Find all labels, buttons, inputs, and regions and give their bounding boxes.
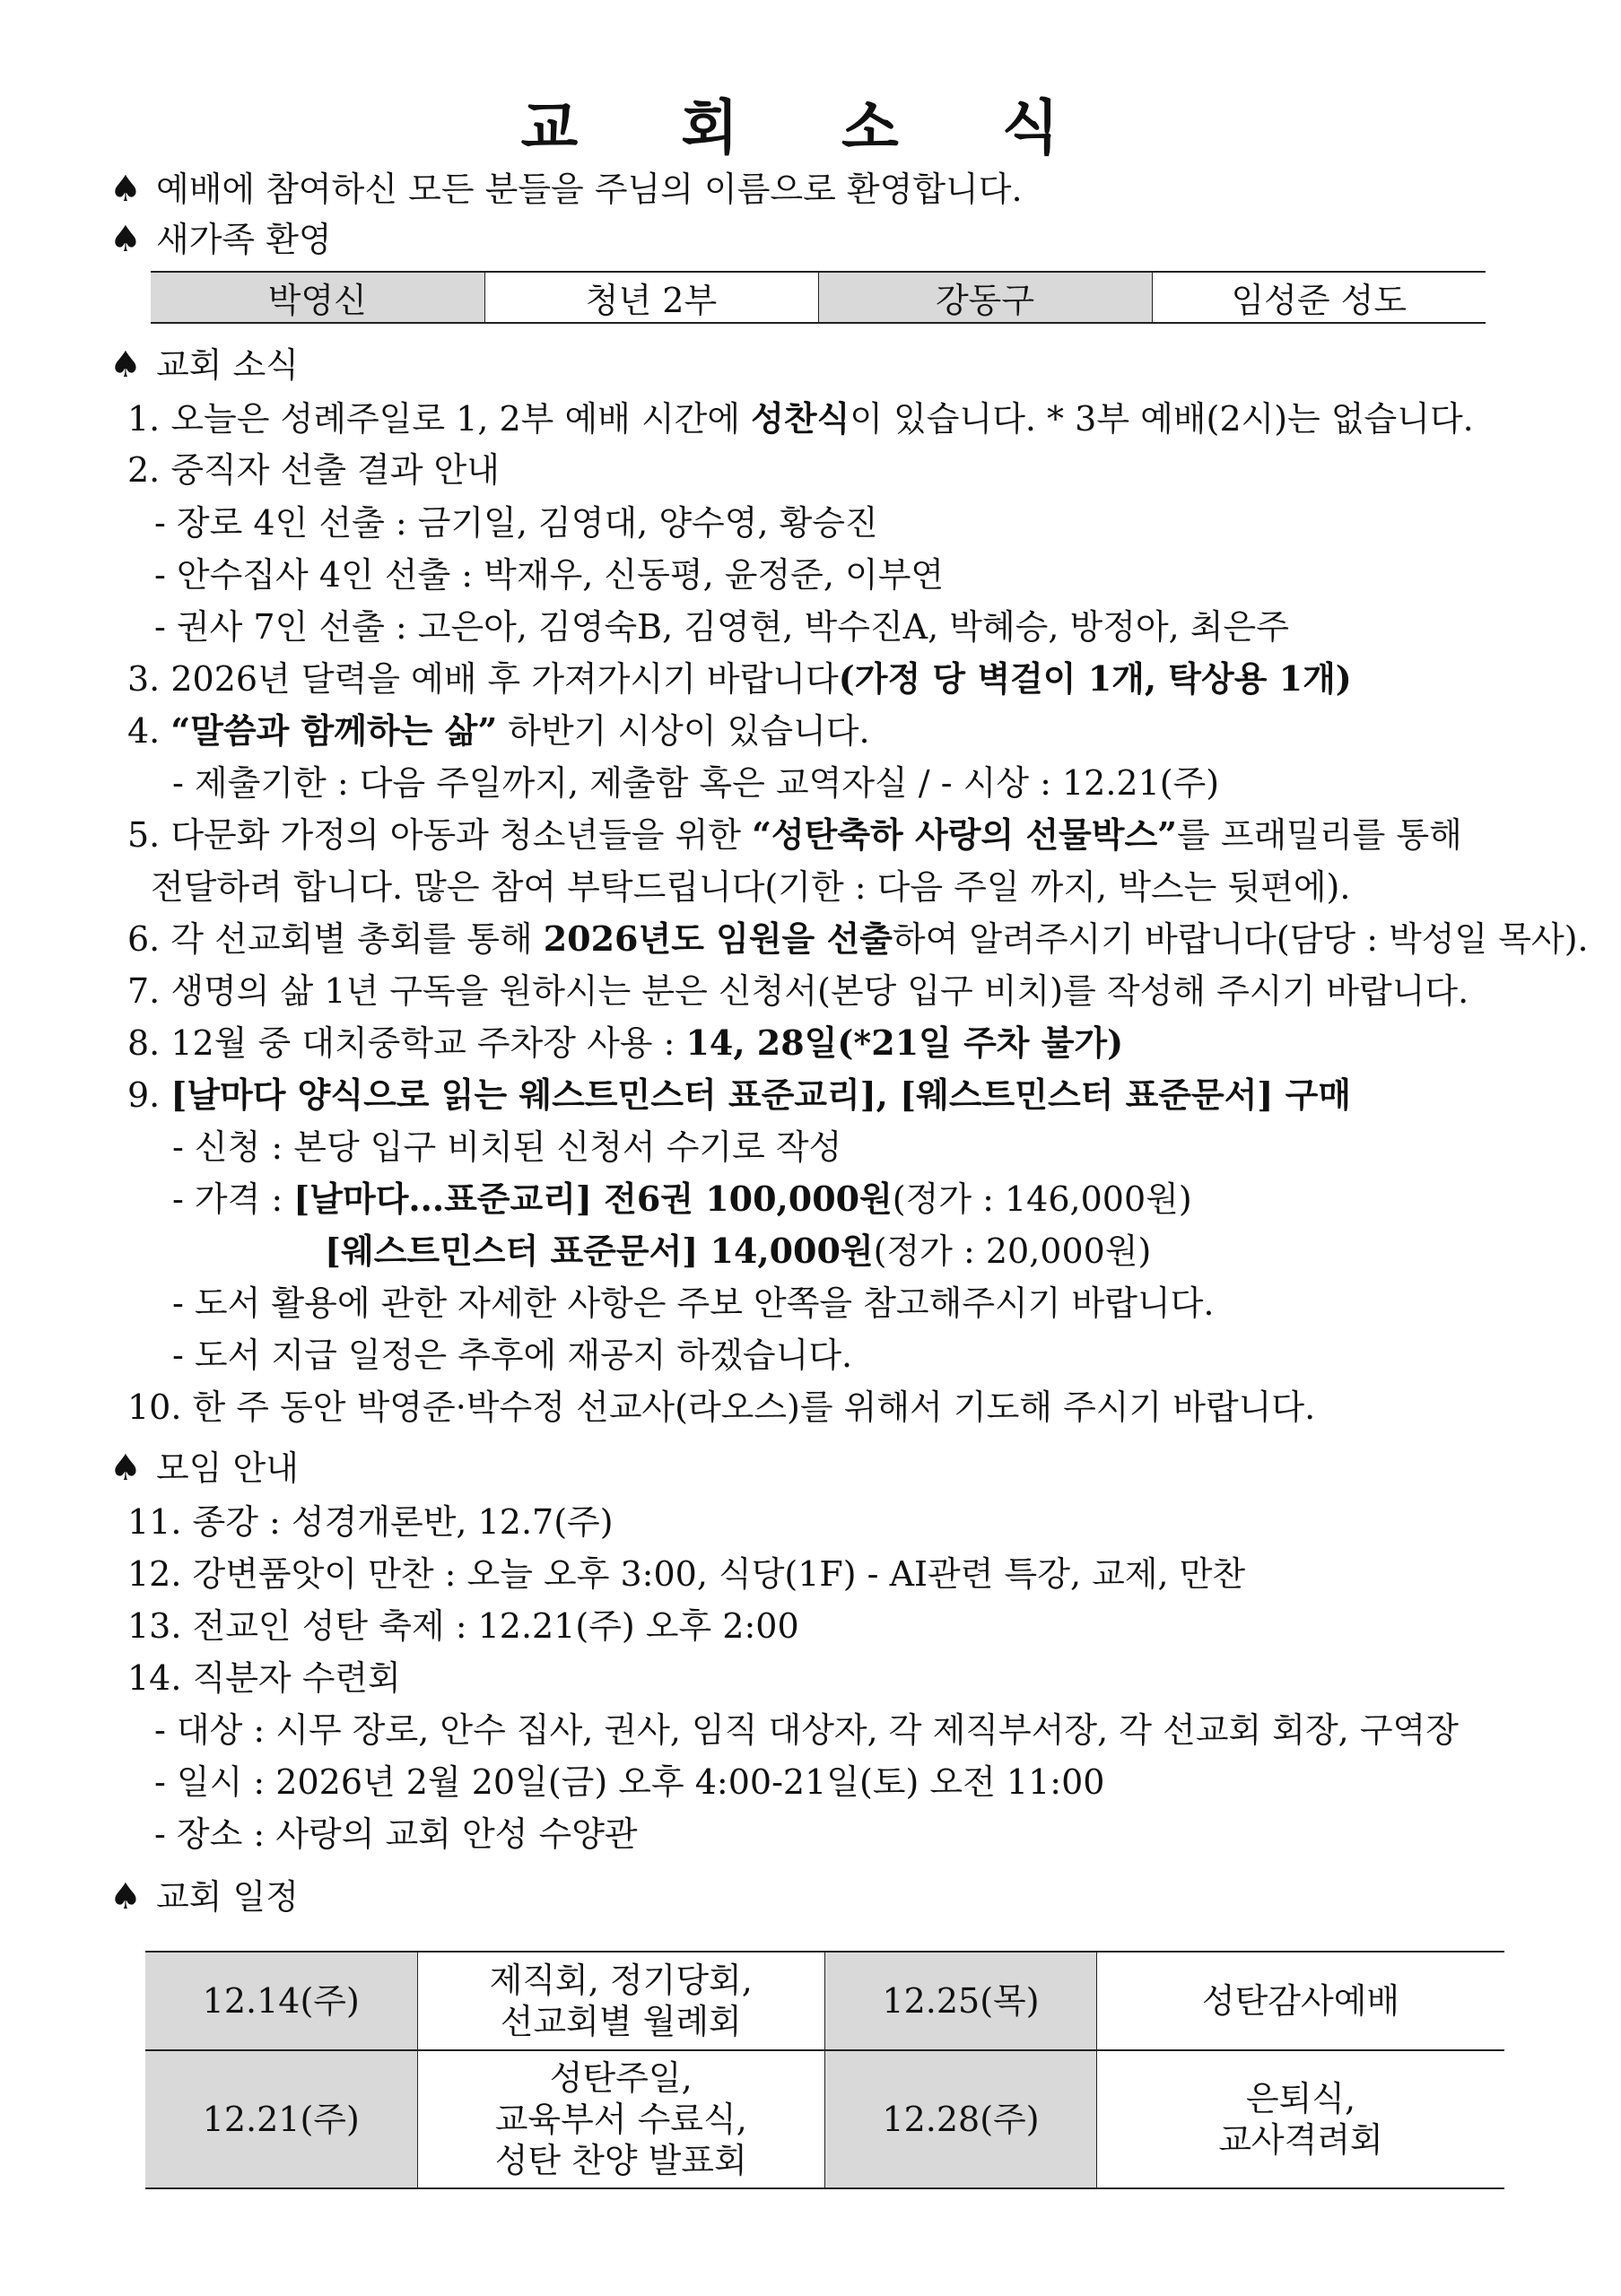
news-item-6: 6. 각 선교회별 총회를 통해 2026년도 임원을 선출하여 알려주시기 바랍니다(담당 : 박성일 목사). xyxy=(127,918,1589,959)
meeting-item-14-sub: - 대상 : 시무 장로, 안수 집사, 권사, 임직 대상자, 각 제직부서장, 각 선교회 회장, 구역장 xyxy=(154,1710,1459,1750)
intro-text: 예배에 참여하신 모든 분들을 주님의 이름으로 환영합니다. xyxy=(156,170,1023,209)
news-item-9-sub: - 신청 : 본당 입구 비치된 신청서 수기로 작성 xyxy=(172,1127,842,1167)
table-cell: 강동구 xyxy=(818,272,1152,323)
spade-icon: ♠ xyxy=(109,1448,142,1489)
table-cell: 임성준 성도 xyxy=(1152,272,1486,323)
schedule-event: 성탄감사예배 xyxy=(1097,1952,1505,2050)
news-item-10: 10. 한 주 동안 박영준·박수정 선교사(라오스)를 위해서 기도해 주시기 바랍니다. xyxy=(127,1387,1316,1427)
schedule-table xyxy=(145,1951,1504,2189)
meeting-item-11: 11. 종강 : 성경개론반, 12.7(주) xyxy=(127,1502,614,1542)
spade-icon: ♠ xyxy=(109,344,142,386)
schedule-date: 12.21(주) xyxy=(145,2050,417,2188)
news-item-9-price: - 가격 : [날마다...표준교리] 전6권 100,000원(정가 : 146,000원) xyxy=(172,1178,1192,1219)
news-item-2-sub: - 권사 7인 선출 : 고은아, 김영숙B, 김영현, 박수진A, 박혜승, 방정아, 최은주 xyxy=(154,607,1289,647)
schedule-date: 12.25(목) xyxy=(825,1952,1097,2050)
intro-line xyxy=(109,165,1023,213)
section-schedule-heading: ♠ 교회 일정 xyxy=(109,1873,299,1921)
news-item-2-sub: - 안수집사 4인 선출 : 박재우, 신동평, 윤정준, 이부연 xyxy=(154,555,945,595)
news-item-8: 8. 12월 중 대치중학교 주차장 사용 : 14, 28일(*21일 주차 불가) xyxy=(127,1022,1124,1063)
news-item-4: 4. “말씀과 함께하는 삶” 하반기 시상이 있습니다. xyxy=(127,710,870,751)
meeting-item-12: 12. 강변품앗이 만찬 : 오늘 오후 3:00, 식당(1F) - AI관련 특강, 교제, 만찬 xyxy=(127,1554,1246,1594)
spade-icon: ♠ xyxy=(109,1876,142,1918)
news-item-2-sub: - 장로 4인 선출 : 금기일, 김영대, 양수영, 황승진 xyxy=(154,503,878,543)
table-row xyxy=(145,1952,1504,2050)
schedule-event: 은퇴식, 교사격려회 xyxy=(1097,2050,1505,2188)
news-item-9-price: [웨스트민스터 표준문서] 14,000원(정가 : 20,000원) xyxy=(325,1231,1152,1271)
spade-icon: ♠ xyxy=(109,169,142,210)
news-item-5-cont: 전달하려 합니다. 많은 참여 부탁드립니다(기한 : 다음 주일 까지, 박스는 뒷편에). xyxy=(151,867,1351,907)
meeting-item-14: 14. 직분자 수련회 xyxy=(127,1658,401,1698)
schedule-date: 12.28(주) xyxy=(825,2050,1097,2188)
page-title: 교 회 소 식 xyxy=(520,93,1101,162)
news-item-2: 2. 중직자 선출 결과 안내 xyxy=(127,450,500,490)
meeting-item-14-sub: - 장소 : 사랑의 교회 안성 수양관 xyxy=(154,1814,638,1854)
news-item-9-sub: - 도서 지급 일정은 추후에 재공지 하겠습니다. xyxy=(172,1335,853,1375)
schedule-event: 제직회, 정기당회, 선교회별 월례회 xyxy=(417,1952,825,2050)
meeting-item-13: 13. 전교인 성탄 축제 : 12.21(주) 오후 2:00 xyxy=(127,1606,799,1646)
table-row xyxy=(151,272,1486,323)
meeting-item-14-sub: - 일시 : 2026년 2월 20일(금) 오후 4:00-21일(토) 오전 11:00 xyxy=(154,1762,1105,1802)
table-row xyxy=(145,2050,1504,2188)
table-cell: 박영신 xyxy=(151,272,484,323)
section-welcome-heading: ♠ 새가족 환영 xyxy=(109,215,332,264)
section-meetings-heading: ♠ 모임 안내 xyxy=(109,1444,299,1492)
new-family-table xyxy=(151,271,1486,324)
news-item-7: 7. 생명의 삶 1년 구독을 원하시는 분은 신청서(본당 입구 비치)를 작성해 주시기 바랍니다. xyxy=(127,971,1469,1011)
news-item-1: 1. 오늘은 성례주일로 1, 2부 예배 시간에 성찬식이 있습니다. * 3부 예배(2시)는 없습니다. xyxy=(127,398,1474,439)
news-item-3: 3. 2026년 달력을 예배 후 가져가시기 바랍니다(가정 당 벽걸이 1개, 탁상용 1개) xyxy=(127,658,1352,699)
news-item-9-sub: - 도서 활용에 관한 자세한 사항은 주보 안쪽을 참고해주시기 바랍니다. xyxy=(172,1283,1215,1323)
news-item-9: 9. [날마다 양식으로 읽는 웨스트민스터 표준교리], [웨스트민스터 표준문서] 구매 xyxy=(127,1074,1352,1115)
schedule-event: 성탄주일, 교육부서 수료식, 성탄 찬양 발표회 xyxy=(417,2050,825,2188)
schedule-date: 12.14(주) xyxy=(145,1952,417,2050)
news-item-4-sub: - 제출기한 : 다음 주일까지, 제출함 혹은 교역자실 / - 시상 : 12.21(주) xyxy=(172,763,1220,803)
table-cell: 청년 2부 xyxy=(484,272,818,323)
section-news-heading: ♠ 교회 소식 xyxy=(109,341,299,389)
news-item-5: 5. 다문화 가정의 아동과 청소년들을 위한 “성탄축하 사랑의 선물박스”를 프래밀리를 통해 xyxy=(127,814,1462,855)
spade-icon: ♠ xyxy=(109,219,142,260)
